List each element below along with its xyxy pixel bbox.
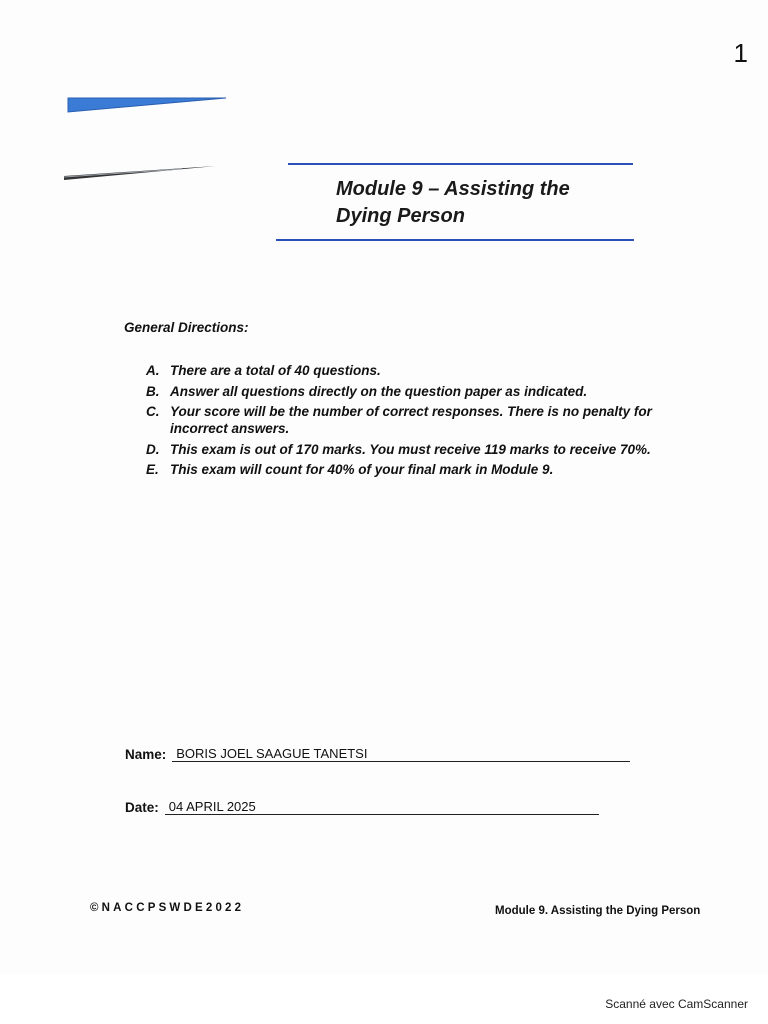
date-label: Date:	[125, 800, 159, 815]
date-field[interactable]: 04 APRIL 2025	[165, 799, 599, 815]
directions-heading: General Directions:	[124, 320, 249, 335]
name-field[interactable]: BORIS JOEL SAAGUE TANETSI	[172, 746, 630, 762]
scanner-watermark: Scanné avec CamScanner	[605, 997, 748, 1011]
direction-letter: B.	[146, 383, 160, 399]
copyright-notice: ©NACCPSWDE2022	[90, 902, 245, 914]
direction-text: There are a total of 40 questions.	[170, 363, 381, 378]
direction-item	[146, 362, 666, 379]
direction-text: This exam will count for 40% of your final mark in Module 9.	[170, 462, 554, 477]
direction-text: This exam is out of 170 marks. You must receive 119 marks to receive 70%.	[170, 441, 651, 457]
directions-list	[146, 362, 666, 482]
module-title: Module 9 – Assisting the Dying Person	[336, 178, 570, 227]
direction-item	[146, 461, 666, 478]
title-rule-bottom	[276, 239, 634, 241]
direction-letter: E.	[146, 462, 159, 477]
page-number: 1	[733, 38, 748, 68]
direction-letter: D.	[146, 441, 160, 457]
direction-item	[146, 403, 666, 437]
dark-wedge-decoration	[62, 164, 218, 184]
direction-letter: C.	[146, 404, 160, 419]
direction-item	[146, 383, 666, 400]
title-rule-top	[288, 163, 633, 165]
blue-wedge-decoration	[66, 96, 228, 116]
direction-item	[146, 441, 666, 458]
direction-text: Your score will be the number of correct responses. There is no penalty for incorrect answers.	[170, 404, 652, 436]
date-field-row	[125, 799, 599, 815]
direction-letter: A.	[146, 363, 160, 378]
direction-text: Answer all questions directly on the question paper as indicated.	[170, 383, 588, 399]
name-label: Name:	[125, 747, 167, 762]
name-field-row	[125, 746, 630, 762]
footer-module-reference: Module 9. Assisting the Dying Person	[495, 905, 701, 917]
